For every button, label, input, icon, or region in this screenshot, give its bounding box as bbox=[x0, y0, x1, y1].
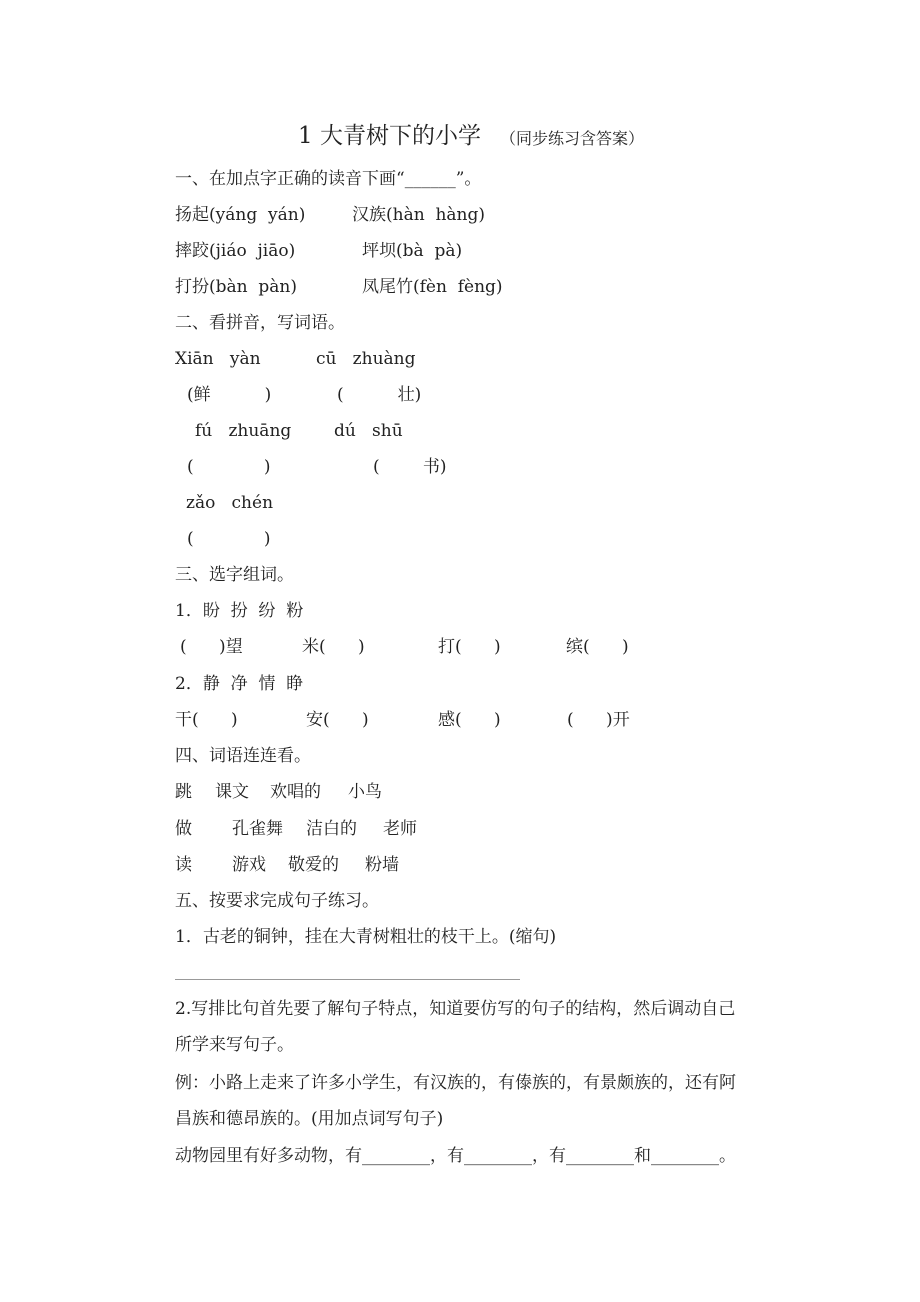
char-choices: 2．静 净 情 睁 bbox=[175, 674, 304, 694]
example-text: 例：小路上走来了许多小学生，有汉族的，有傣族的，有景颇族的，还有阿 bbox=[175, 1073, 736, 1093]
word-blank: 感( ) bbox=[438, 710, 501, 730]
answer-blank: (鲜 ) bbox=[187, 385, 272, 405]
pinyin-prompt: fú zhuāng bbox=[195, 421, 292, 441]
word-blank: 干( ) bbox=[175, 710, 238, 730]
match-word: 粉墙 bbox=[365, 855, 399, 875]
section-1-heading: 一、在加点字正确的读音下画“______”。 bbox=[175, 169, 482, 189]
match-word: 做 bbox=[175, 819, 192, 839]
answer-blank: ( 壮) bbox=[337, 385, 422, 405]
match-word: 小鸟 bbox=[348, 782, 382, 802]
match-word: 洁白的 bbox=[306, 819, 357, 839]
section-4-heading: 四、词语连连看。 bbox=[175, 746, 311, 766]
word-blank: ( )望 bbox=[180, 637, 243, 657]
word-blank: 打( ) bbox=[438, 637, 501, 657]
match-word: 课文 bbox=[215, 782, 249, 802]
answer-line bbox=[175, 979, 520, 980]
pinyin-prompt: dú shū bbox=[334, 421, 403, 441]
char-choices: 1．盼 扮 纷 粉 bbox=[175, 601, 304, 621]
match-word: 读 bbox=[175, 855, 192, 875]
question-text: 所学来写句子。 bbox=[175, 1035, 294, 1055]
pinyin-item: 打扮(bàn pàn) bbox=[175, 277, 298, 297]
match-word: 老师 bbox=[383, 819, 417, 839]
section-2-heading: 二、看拼音，写词语。 bbox=[175, 313, 345, 333]
pinyin-prompt: Xiān yàn bbox=[175, 349, 261, 369]
page-title: 1 大青树下的小学 bbox=[298, 123, 481, 149]
match-word: 游戏 bbox=[232, 855, 266, 875]
pinyin-prompt: cū zhuàng bbox=[316, 349, 416, 369]
pinyin-item: 凤尾竹(fèn fèng) bbox=[362, 277, 503, 297]
fill-sentence: 动物园里有好多动物，有________，有________，有________和________。 bbox=[175, 1146, 736, 1166]
question-text: 1．古老的铜钟，挂在大青树粗壮的枝干上。(缩句) bbox=[175, 927, 557, 947]
pinyin-item: 扬起(yáng yán) bbox=[175, 205, 306, 225]
answer-blank: ( ) bbox=[187, 457, 271, 477]
match-word: 欢唱的 bbox=[270, 782, 321, 802]
section-3-heading: 三、选字组词。 bbox=[175, 565, 294, 585]
page-subtitle: （同步练习含答案） bbox=[500, 129, 645, 148]
word-blank: 安( ) bbox=[306, 710, 369, 730]
pinyin-item: 坪坝(bà pà) bbox=[362, 241, 463, 261]
pinyin-item: 摔跤(jiáo jiāo) bbox=[175, 241, 296, 261]
match-word: 敬爱的 bbox=[288, 855, 339, 875]
match-word: 孔雀舞 bbox=[232, 819, 283, 839]
pinyin-prompt: zǎo chén bbox=[186, 493, 274, 513]
answer-blank: ( 书) bbox=[373, 457, 447, 477]
example-text: 昌族和德昂族的。(用加点词写句子) bbox=[175, 1109, 444, 1129]
word-blank: 米( ) bbox=[302, 637, 365, 657]
pinyin-item: 汉族(hàn hàng) bbox=[352, 205, 486, 225]
section-5-heading: 五、按要求完成句子练习。 bbox=[175, 891, 379, 911]
word-blank: 缤( ) bbox=[566, 637, 629, 657]
word-blank: ( )开 bbox=[567, 710, 630, 730]
match-word: 跳 bbox=[175, 782, 192, 802]
answer-blank: ( ) bbox=[187, 529, 271, 549]
question-text: 2.写排比句首先要了解句子特点，知道要仿写的句子的结构，然后调动自己 bbox=[175, 999, 736, 1019]
